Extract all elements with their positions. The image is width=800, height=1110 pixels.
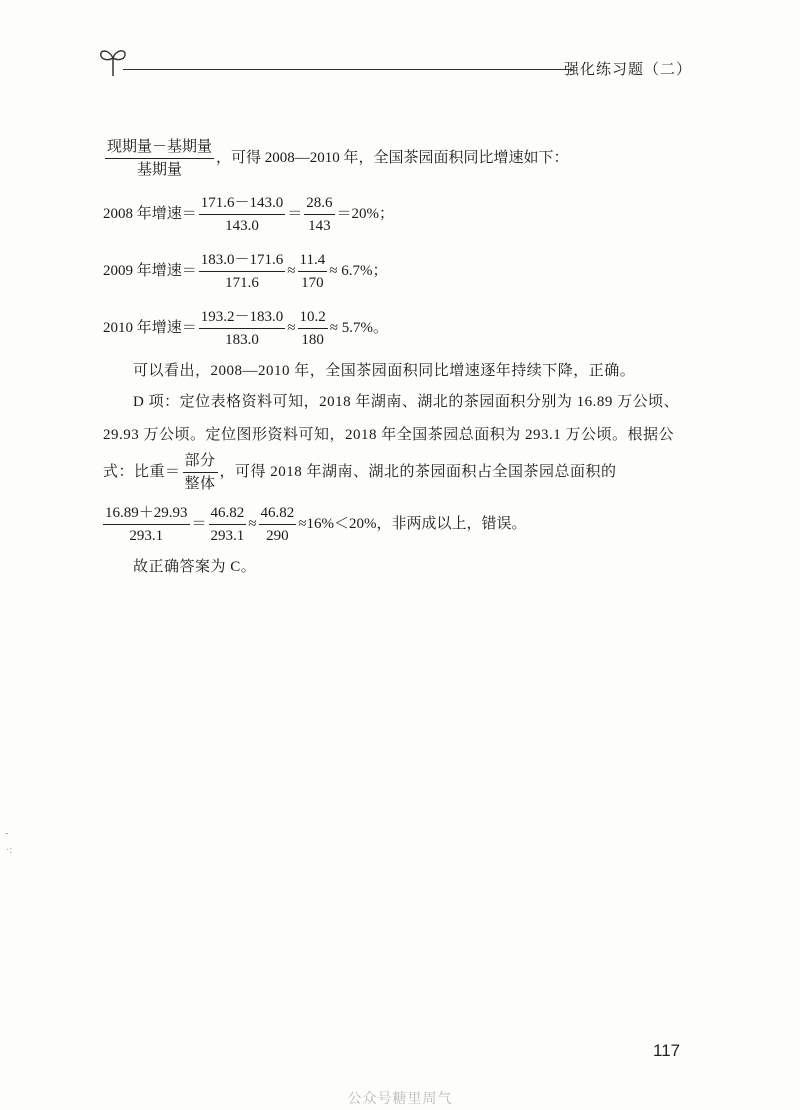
- eq-result: ≈16%＜20%，非两成以上，错误。: [298, 515, 527, 532]
- watermark: 公众号糖里周气: [347, 1091, 453, 1107]
- fraction: [298, 251, 328, 292]
- numerator: 部分: [183, 452, 218, 473]
- eq-label: 2008 年增速＝: [103, 205, 197, 222]
- numerator: 46.82: [209, 504, 247, 525]
- denominator: 143: [308, 218, 331, 234]
- fraction: [199, 308, 286, 349]
- numerator: 46.82: [259, 504, 297, 525]
- ratio-formula: [183, 452, 218, 493]
- denominator: 170: [301, 275, 324, 291]
- denominator: 171.6: [225, 275, 259, 291]
- scan-mark: ·:: [6, 845, 13, 856]
- conclusion-paragraph: 可以看出，2008—2010 年，全国茶园面积同比增速逐年持续下降，正确。: [133, 363, 636, 379]
- numerator: 171.6－143.0: [199, 194, 286, 215]
- d-item-text-2: ，可得 2018 年湖南、湖北的茶园面积占全国茶园总面积的: [219, 463, 617, 480]
- denominator: 290: [266, 528, 289, 544]
- fraction: [259, 504, 297, 545]
- d-item-paragraph: [103, 386, 693, 493]
- numerator: 10.2: [298, 308, 328, 329]
- eq-label: 2010 年增速＝: [103, 319, 197, 336]
- numerator: 11.4: [298, 251, 328, 272]
- fraction: [304, 194, 334, 235]
- operator: ≈: [287, 262, 296, 279]
- growth-rate-formula: [105, 138, 214, 179]
- fraction: [298, 308, 328, 349]
- numerator: 28.6: [304, 194, 334, 215]
- formula-numerator: 现期量－基期量: [105, 138, 214, 159]
- fraction: [199, 194, 286, 235]
- equation-d: [103, 504, 527, 545]
- denominator: 180: [301, 332, 324, 348]
- equation-2010: [103, 308, 388, 349]
- operator: ≈: [248, 515, 257, 532]
- denominator: 整体: [184, 476, 216, 492]
- sprout-icon: [95, 44, 131, 78]
- denominator: 143.0: [225, 218, 259, 234]
- d-item-text: D 项：定位表格资料可知，2018 年湖南、湖北的茶园面积分别为 16.89 万公顷、29.93 万公顷。定位图形资料可知，2018 年全国茶园总面积为 293.1 万公顷。根据公式：比重＝: [103, 394, 680, 480]
- page-number: 117: [653, 1041, 681, 1060]
- numerator: 16.89＋29.93: [103, 504, 190, 525]
- numerator: 183.0－171.6: [199, 251, 286, 272]
- fraction: [209, 504, 247, 545]
- equation-2008: [103, 194, 394, 235]
- eq-result: ≈ 5.7%。: [329, 319, 388, 336]
- scan-mark: -: [5, 828, 9, 839]
- answer-line: 故正确答案为 C。: [133, 559, 257, 575]
- denominator: 293.1: [210, 528, 245, 544]
- denominator: 293.1: [129, 528, 164, 544]
- header-rule: [123, 69, 573, 70]
- formula-intro-line: [103, 138, 569, 179]
- formula-denominator: 基期量: [137, 162, 183, 178]
- equation-2009: [103, 251, 387, 292]
- operator: ＝: [287, 205, 303, 222]
- numerator: 193.2－183.0: [199, 308, 286, 329]
- eq-label: 2009 年增速＝: [103, 262, 197, 279]
- fraction: [199, 251, 286, 292]
- eq-result: ≈ 6.7%；: [329, 262, 388, 279]
- intro-text: ，可得 2008—2010 年，全国茶园面积同比增速如下：: [216, 149, 569, 166]
- operator: ＝: [191, 515, 207, 532]
- eq-result: ＝20%；: [336, 205, 395, 222]
- fraction: [103, 504, 190, 545]
- denominator: 183.0: [225, 332, 259, 348]
- header-title: 强化练习题（二）: [563, 60, 692, 78]
- page-header: [95, 44, 700, 84]
- operator: ≈: [287, 319, 296, 336]
